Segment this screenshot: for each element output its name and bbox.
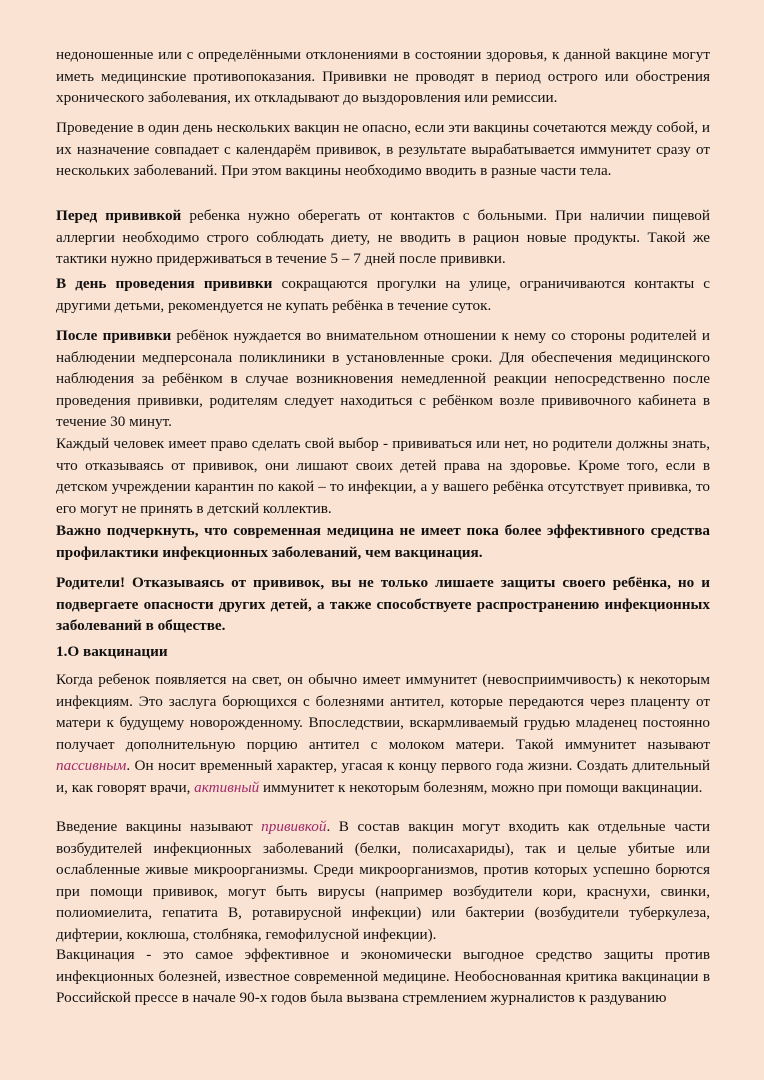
paragraph-text: Родители! Отказываясь от прививок, вы не только лишаете защиты своего ребёнка, но и подвергаете опасности других детей, а также способствуете распространению инфекционных заболеваний в обществе.: [56, 574, 710, 635]
paragraph-text: . Он носит временный характер, угасая к концу первого года жизни. Создать длительный и, как говорят врачи,: [56, 757, 710, 796]
paragraph-important-note: [56, 520, 710, 563]
paragraph-text: Важно подчеркнуть, что современная медицина не имеет пока более эффективного средства профилактики инфекционных заболеваний, чем вакцинация.: [56, 522, 710, 561]
paragraph-vaccine-composition: [56, 816, 710, 946]
paragraph-text: недоношенные или с определёнными отклонениями в состоянии здоровья, к данной вакцине могут иметь медицинские противопоказания. Прививки не проводят в период острого или обострения хронического заболевания, их откладывают до выздоровления или ремиссии.: [56, 46, 710, 107]
emphasis-vaccination: прививкой: [261, 818, 327, 835]
paragraph-parents-warning: [56, 572, 710, 637]
paragraph-immunity: [56, 669, 710, 799]
paragraph-text: . В состав вакцин могут входить как отдельные части возбудителей инфекционных заболеваний (белки, полисахариды), так и целые убитые или ослабленные живые микроорганизмы. Среди микроорганизмов, против которых успешно борются при помощи прививок, могут быть вирусы (например возбудители кори, краснухи, свинки, полиомиелита, гепатита В, ротавирусной инфекции) или бактерии (возбудители туберкулеза, дифтерии, коклюша, столбняка, гемофилусной инфекции).: [56, 818, 710, 943]
paragraph-text: Каждый человек имеет право сделать свой выбор - прививаться или нет, но родители должны знать, что отказываясь от прививок, они лишают своих детей права на здоровье. Кроме того, если в детском учреждении карантин по какой – то инфекции, а у вашего ребёнка отсутствует прививка, то его могут не принять в детский коллектив.: [56, 435, 710, 517]
paragraph-text: ребенка нужно оберегать от контактов с больными. При наличии пищевой аллергии необходимо строго соблюдать диету, не вводить в рацион новые продукты. Такой же тактики нужно придерживаться в течение 5 – 7 дней после прививки.: [56, 207, 710, 268]
heading-text: 1.О вакцинации: [56, 643, 168, 660]
paragraph-effectiveness: [56, 944, 710, 1009]
paragraph-vaccination-day: [56, 273, 710, 316]
paragraph-text: Проведение в один день нескольких вакцин не опасно, если эти вакцины сочетаются между собой, и их назначение совпадает с календарём прививок, в результате вырабатывается иммунитет сразу от нескольких заболеваний. При этом вакцины необходимо вводить в разные части тела.: [56, 119, 710, 180]
paragraph-text: сокращаются прогулки на улице, ограничиваются контакты с другими детьми, рекомендуется не купать ребёнка в течение суток.: [56, 275, 710, 314]
emphasis-active: активный: [194, 778, 260, 796]
emphasis-passive: пассивным: [56, 757, 127, 775]
paragraph-text: Вакцинация - это самое эффективное и экономически выгодное средство защиты против инфекционных болезней, известное современной медицине. Необоснованная критика вакцинации в Российской прессе в начале 90-х годов была вызвана стремлением журналистов к раздуванию: [56, 946, 710, 1007]
paragraph-before-vaccination: [56, 205, 710, 270]
section-heading: [56, 641, 710, 663]
paragraph-text: Когда ребенок появляется на свет, он обычно имеет иммунитет (невосприимчивость) к некоторым инфекциям. Это заслуга борющихся с болезнями антител, которые передаются через плаценту от матери к будущему новорожденному. Впоследствии, вскармливаемый грудью младенец постоянно получает дополнительную порцию антител с молоком матери. Такой иммунитет называют: [56, 671, 710, 753]
paragraph-multiple-vaccines: [56, 117, 710, 182]
paragraph-text: ребёнок нуждается во внимательном отношении к нему со стороны родителей и наблюдении медперсонала поликлиники в установленные сроки. Для обеспечения медицинского наблюдения за ребёнком в случае возникновения немедленной реакции непосредственно после проведения прививки, родителям следует находиться с ребёнком возле прививочного кабинета в течение 30 минут.: [56, 327, 711, 431]
bold-lead: Перед прививкой: [56, 207, 182, 224]
paragraph-text: Введение вакцины называют: [56, 818, 262, 835]
paragraph-right-to-choose: [56, 433, 710, 519]
paragraph-text: иммунитет к некоторым болезням, можно при помощи вакцинации.: [259, 778, 703, 796]
paragraph-after-vaccination: [56, 325, 710, 433]
bold-lead: После прививки: [56, 327, 172, 344]
bold-lead: В день проведения прививки: [56, 275, 273, 292]
paragraph-contraindications: [56, 44, 710, 109]
